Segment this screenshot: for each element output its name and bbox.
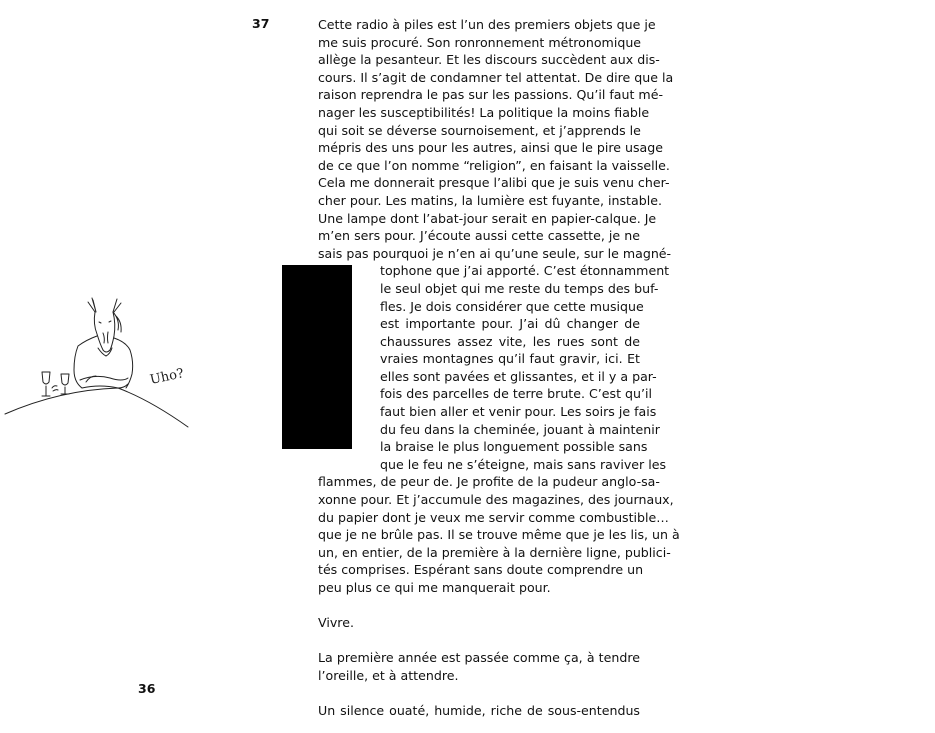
- page-number-bottom: 36: [138, 681, 156, 696]
- text-line: que le feu ne s’éteigne, mais sans raviver les: [380, 456, 667, 472]
- text-line: Une lampe dont l’abat-jour serait en papier-calque. Je: [318, 210, 657, 226]
- horse-head-figure-illustration: [0, 290, 195, 430]
- text-line: fois des parcelles de terre brute. C’est qu’il: [380, 386, 653, 402]
- text-line: le seul objet qui me reste du temps des buf-: [380, 280, 659, 296]
- text-line: me suis procuré. Son ronronnement métronomique: [318, 34, 642, 50]
- text-line: de ce que l’on nomme “religion”, en faisant la vaisselle.: [318, 157, 670, 173]
- text-line: m’en sers pour. J’écoute aussi cette cassette, je ne: [318, 228, 640, 244]
- page-number-top: 37: [252, 16, 270, 31]
- paragraph-1: [318, 16, 680, 597]
- text-line: tés comprises. Espérant sans doute comprendre un: [318, 562, 644, 578]
- text-line: sais pas pourquoi je n’en ai qu’une seule, sur le magné-: [318, 245, 672, 261]
- text-line: un, en entier, de la première à la dernière ligne, publici-: [318, 544, 671, 560]
- text-line: du feu dans la cheminée, jouant à maintenir: [380, 421, 660, 437]
- text-line: qui soit se déverse sournoisement, et j’apprends le: [318, 122, 641, 138]
- text-line: la braise le plus longuement possible sans: [380, 439, 648, 455]
- paragraph-4-line-1: Un silence ouaté, humide, riche de sous-entendus: [318, 703, 640, 719]
- text-line: est importante pour. J’ai dû changer de: [380, 316, 640, 332]
- paragraph-2: Vivre.: [318, 615, 354, 631]
- illustration-signature: Uho?: [148, 366, 186, 388]
- text-line: faut bien aller et venir pour. Les soirs je fais: [380, 404, 657, 420]
- text-line: raison reprendra le pas sur les passions. Qu’il faut mé-: [318, 87, 663, 103]
- body-text: [318, 16, 680, 720]
- text-line: du papier dont je veux me servir comme combustible…: [318, 509, 669, 525]
- text-line: cours. Il s’agit de condamner tel attentat. De dire que la: [318, 69, 674, 85]
- text-line: vraies montagnes qu’il faut gravir, ici. Et: [380, 351, 640, 367]
- text-line: nager les susceptibilités! La politique la moins fiable: [318, 104, 650, 120]
- text-line: peu plus ce qui me manquerait pour.: [318, 580, 551, 595]
- text-line: Cette radio à piles est l’un des premiers objets que je: [318, 17, 656, 32]
- text-line: tophone que j’ai apporté. C’est étonnamment: [380, 263, 670, 279]
- text-line: chaussures assez vite, les rues sont de: [380, 333, 640, 349]
- text-line: Cela me donnerait presque l’alibi que je suis venu cher-: [318, 175, 670, 191]
- text-line: fles. Je dois considérer que cette musique: [380, 298, 644, 314]
- paragraph-3-line-1: La première année est passée comme ça, à tendre: [318, 650, 640, 666]
- text-line: allège la pesanteur. Et les discours succèdent aux dis-: [318, 52, 660, 68]
- text-line: flammes, de peur de. Je profite de la pudeur anglo-sa-: [318, 474, 660, 490]
- text-line: elles sont pavées et glissantes, et il y a par-: [380, 368, 657, 384]
- text-line: mépris des uns pour les autres, ainsi que le pire usage: [318, 140, 663, 156]
- text-line: cher pour. Les matins, la lumière est fuyante, instable.: [318, 192, 662, 208]
- text-line: xonne pour. Et j’accumule des magazines, des journaux,: [318, 492, 674, 508]
- paragraph-3-line-2: l’oreille, et à attendre.: [318, 667, 459, 683]
- text-line: que je ne brûle pas. Il se trouve même que je les lis, un à: [318, 527, 680, 543]
